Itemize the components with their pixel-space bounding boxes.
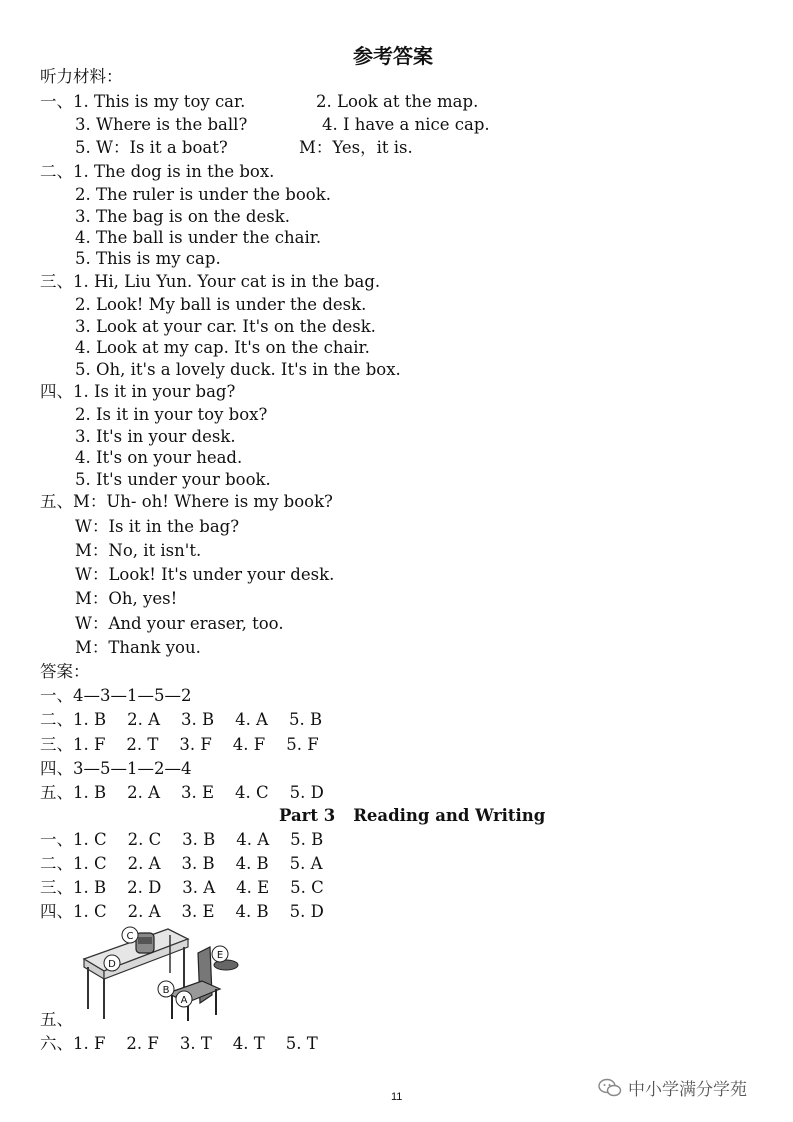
answer-line: 六、1. F 2. F 3. T 4. T 5. T [40,1034,318,1053]
listening-s2-line: 2. The ruler is under the book. [75,185,331,204]
part3-label: Part 3 [279,806,336,825]
dialogue-line: W：And your eraser, too. [75,614,284,633]
listening-s1-line: 3. Where is the ball? [75,115,248,134]
image-label: C [126,931,134,942]
watermark-text: 中小学满分学苑 [628,1080,747,1100]
listening-s4-line: 4. It's on your head. [75,448,243,467]
part3-title: Reading and Writing [353,806,546,825]
dialogue-line: M：Thank you. [75,638,201,657]
listening-heading: 听力材料： [40,67,123,86]
listening-s2-line: 3. The bag is on the desk. [75,207,290,226]
listening-s3-line: 5. Oh, it's a lovely duck. It's in the box. [75,360,401,379]
listening-s3-line: 3. Look at your car. It's on the desk. [75,317,376,336]
desk-chair-illustration [80,923,242,1021]
listening-s2-line: 5. This is my cap. [75,249,221,268]
listening-s1-line: 一、1. This is my toy car. [40,92,246,111]
watermark [598,1075,747,1100]
listening-s3-line: 4. Look at my cap. It's on the chair. [75,338,370,357]
listening-s1-line: 4. I have a nice cap. [322,115,490,134]
listening-s3-line: 三、1. Hi, Liu Yun. Your cat is in the bag. [40,272,381,291]
answer-line: 二、1. B 2. A 3. B 4. A 5. B [40,710,323,729]
listening-s4-line: 5. It's under your book. [75,470,271,489]
answer-line: 一、4—3—1—5—2 [40,686,192,705]
answer-line: 四、1. C 2. A 3. E 4. B 5. D [40,902,324,921]
dialogue-line: 五、M：Uh- oh! Where is my book? [40,492,333,511]
page-title: 参考答案 [353,44,433,68]
listening-s4-line: 3. It's in your desk. [75,427,236,446]
listening-s2-line: 二、1. The dog is in the box. [40,162,275,181]
listening-s4-line: 四、1. Is it in your bag? [40,382,236,401]
answer-line: 四、3—5—1—2—4 [40,759,192,778]
page-number: 11 [391,1091,403,1103]
image-label: A [180,995,188,1006]
dialogue-line: M：Oh, yes! [75,589,178,608]
listening-s4-line: 2. Is it in your toy box? [75,405,268,424]
image-label: D [108,959,116,970]
wechat-icon [598,1078,622,1098]
dialogue-line: M：No, it isn't. [75,541,202,560]
answers-heading: 答案： [40,662,90,681]
answer-line: 一、1. C 2. C 3. B 4. A 5. B [40,830,324,849]
answer-line: 三、1. F 2. T 3. F 4. F 5. F [40,735,319,754]
question-5-label: 五、 [40,1010,73,1029]
answer-line: 二、1. C 2. A 3. B 4. B 5. A [40,854,323,873]
dialogue-line: W：Is it in the bag? [75,517,240,536]
listening-s1-line: 2. Look at the map. [316,92,479,111]
image-label: B [162,985,170,996]
image-label: E [216,950,224,961]
answer-line: 五、1. B 2. A 3. E 4. C 5. D [40,783,324,802]
part3-heading [279,806,545,825]
listening-s2-line: 4. The ball is under the chair. [75,228,322,247]
listening-s3-line: 2. Look! My ball is under the desk. [75,295,367,314]
dialogue-line: W：Look! It's under your desk. [75,565,335,584]
answer-line: 三、1. B 2. D 3. A 4. E 5. C [40,878,324,897]
listening-s1-line: M：Yes，it is. [299,138,413,157]
listening-s1-line: 5. W：Is it a boat? [75,138,228,157]
